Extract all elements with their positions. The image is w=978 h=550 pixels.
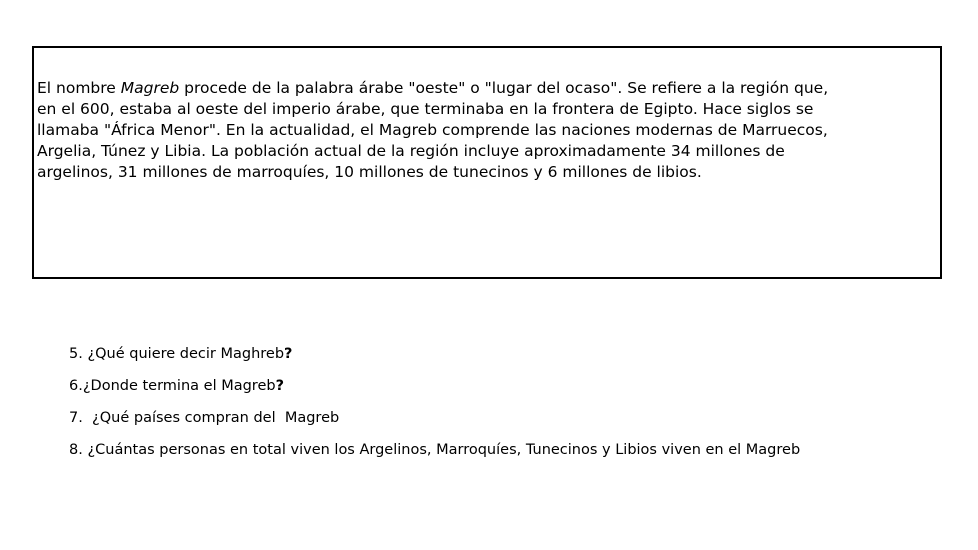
question-list xyxy=(69,343,800,471)
question-text: 6.¿Donde termina el Magreb xyxy=(69,378,276,394)
question-mark: ? xyxy=(284,346,293,362)
question-item xyxy=(69,343,800,375)
passage-box xyxy=(32,46,942,279)
question-text: 5. ¿Qué quiere decir Maghreb xyxy=(69,346,285,362)
question-text: 8. ¿Cuántas personas en total viven los Argelinos, Marroquíes, Tunecinos y Libios viven en el Magreb xyxy=(69,442,801,458)
passage-term: Magreb xyxy=(120,79,180,97)
question-item xyxy=(69,439,800,471)
question-mark: ? xyxy=(275,378,284,394)
passage-body: procede de la palabra árabe "oeste" o "lugar del ocaso". Se refiere a la región que, en el 600, estaba al oeste del imperio árabe, que terminaba en la frontera de Egipto. Hace siglos se llamaba "África Menor". En la actualidad, el Magreb comprende las naciones modernas de Marruecos, Argelia, Túnez y Libia. La población actual de la región incluye aproximadamente 34 millones de argelinos, 31 millones de marroquíes, 10 millones de tunecinos y 6 millones de libios. xyxy=(37,79,829,181)
question-item xyxy=(69,375,800,407)
passage-text xyxy=(37,78,837,183)
question-item xyxy=(69,407,800,439)
passage-intro: El nombre xyxy=(37,79,121,97)
question-text: 7. ¿Qué países compran del Magreb xyxy=(69,410,340,426)
